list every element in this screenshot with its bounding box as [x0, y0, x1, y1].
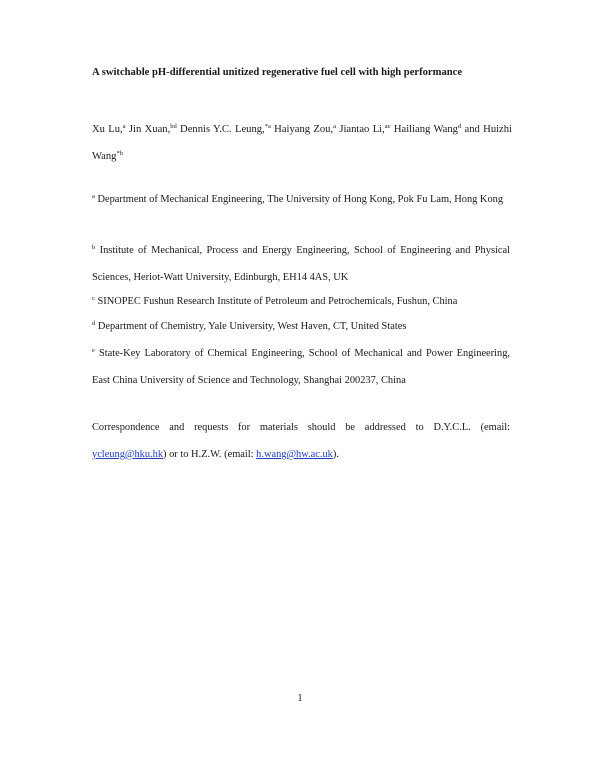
affiliation-text: State-Key Laboratory of Chemical Engineering, School of Mechanical and Power Engineering, East China University of Science and Technology, Shanghai 200237, China [92, 348, 510, 386]
email-link-ycleung[interactable]: ycleung@hku.hk [92, 449, 164, 460]
paper-title: A switchable pH-differential unitized regenerative fuel cell with high performance [92, 67, 463, 78]
correspondence-text: ). [332, 449, 339, 460]
affiliation-label: b [92, 244, 96, 251]
author-affiliation-marker: d [457, 123, 462, 130]
correspondence-paragraph [92, 414, 510, 468]
author-list [92, 116, 512, 170]
affiliation-label: a [92, 193, 95, 200]
affiliation-a [92, 186, 510, 213]
correspondence-text: ) or to H.Z.W. (email: [163, 449, 257, 460]
author-name: Jin Xuan, [125, 124, 171, 135]
affiliation-text: Institute of Mechanical, Process and Energy Engineering, School of Engineering and Physical Sciences, Heriot-Watt University, Edinburgh, EH14 4AS, UK [92, 245, 510, 283]
author-name: Jiantao Li, [336, 124, 385, 135]
affiliation-text: SINOPEC Fushun Research Institute of Petroleum and Petrochemicals, Fushun, China [94, 296, 458, 307]
affiliation-label: d [92, 320, 96, 327]
page-number: 1 [297, 693, 303, 704]
affiliation-b [92, 237, 510, 291]
correspondence-text: Correspondence and requests for materials should be addressed to D.Y.C.L. (email: [92, 422, 510, 433]
author-name: Xu Lu, [92, 124, 123, 135]
affiliation-label: e [92, 347, 95, 354]
affiliation-label: c [92, 295, 95, 302]
author-affiliation-marker: *b [116, 150, 123, 157]
author-name: and Huizhi Wang [92, 124, 512, 162]
author-name: Haiyang Zou, [270, 124, 334, 135]
author-affiliation-marker: a [333, 123, 337, 130]
author-name: Dennis Y.C. Leung, [176, 124, 265, 135]
author-affiliation-marker: *a [264, 123, 271, 130]
email-link-hwang[interactable]: h.wang@hw.ac.uk [256, 449, 333, 460]
affiliation-text: Department of Chemistry, Yale University, West Haven, CT, United States [95, 321, 407, 332]
author-affiliation-marker: ac [384, 123, 391, 130]
author-name: Hailiang Wang [390, 124, 458, 135]
affiliation-text: Department of Mechanical Engineering, The University of Hong Kong, Pok Fu Lam, Hong Kong [94, 194, 504, 205]
affiliation-d [92, 313, 510, 340]
author-affiliation-marker: a [122, 123, 126, 130]
affiliation-e [92, 340, 510, 394]
affiliation-c [92, 288, 510, 315]
author-affiliation-marker: bd [170, 123, 177, 130]
